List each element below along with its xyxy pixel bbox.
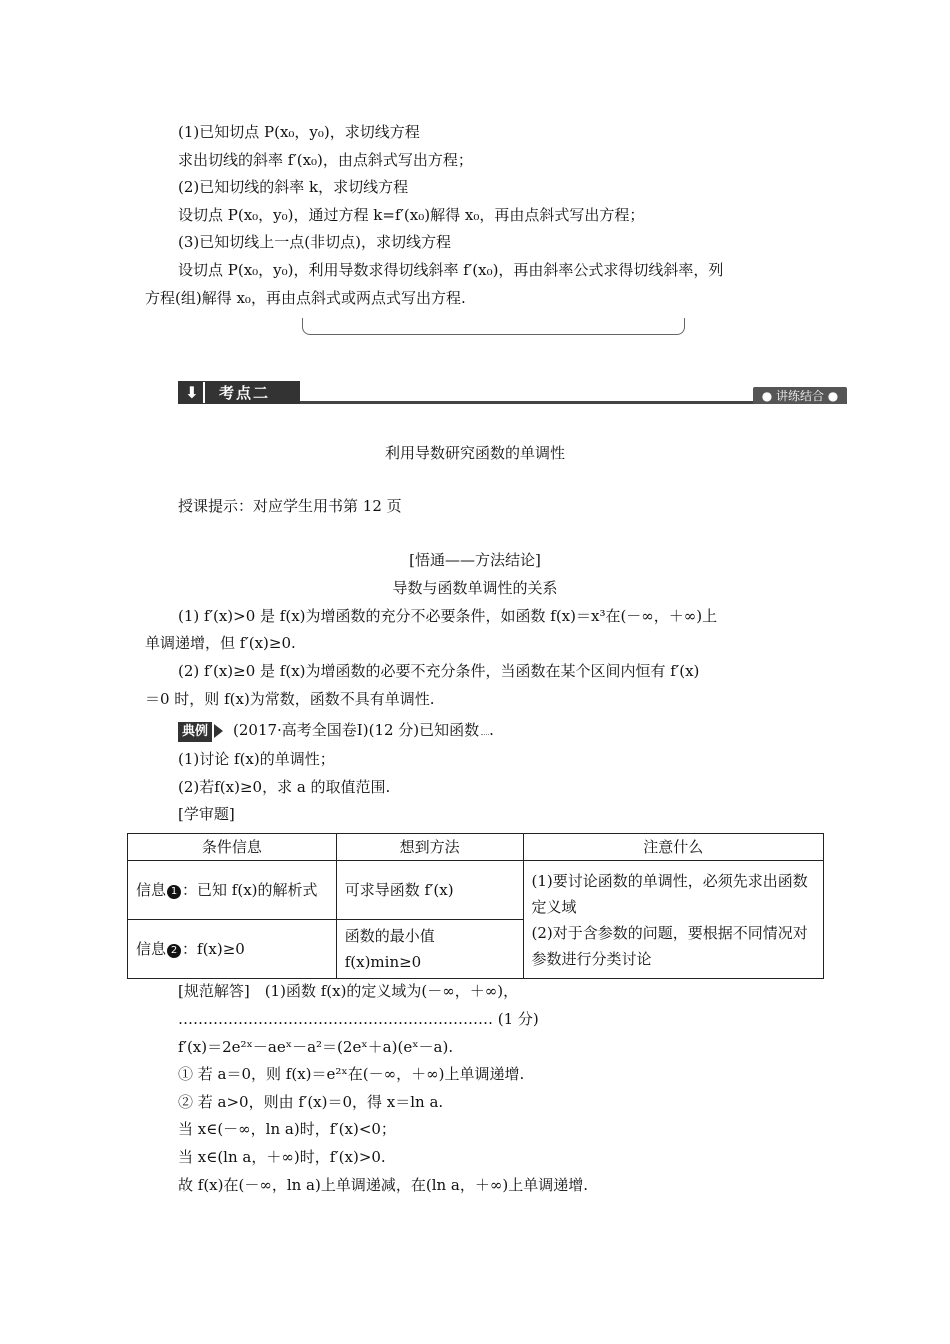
info-2-suffix: ：f(x)≥0 bbox=[182, 940, 245, 958]
solution-line-6: 当 x∈(－∞，ln a)时，f′(x)<0； bbox=[178, 1120, 396, 1138]
method-line-6: 设切点 P(x₀，y₀)，利用导数求得切线斜率 f′(x₀)，再由斜率公式求得切线斜率，列 bbox=[178, 261, 724, 279]
method-p1-line2: 单调递增，但 f′(x)≥0. bbox=[145, 634, 296, 652]
section-title: 考点二 bbox=[219, 384, 271, 402]
section-heading: 利用导数研究函数的单调性 bbox=[384, 444, 565, 462]
solution-line-1: [规范解答] (1)函数 f(x)的定义域为(－∞，＋∞)， bbox=[178, 982, 519, 1000]
method-p2-line1: (2) f′(x)≥0 是 f(x)为增函数的必要不充分条件，当函数在某个区间内恒有 f′(x) bbox=[178, 662, 700, 680]
analysis-table bbox=[127, 833, 824, 979]
table-row bbox=[128, 861, 824, 920]
info-1-suffix: ：已知 f(x)的解析式 bbox=[182, 881, 318, 899]
closing-bracket-divider bbox=[302, 318, 685, 335]
table-header: 条件信息 bbox=[128, 834, 337, 861]
down-arrow-icon: ⬇ bbox=[181, 382, 205, 403]
solution-line-8: 故 f(x)在(－∞，ln a)上单调递减，在(ln a，＋∞)上单调递增. bbox=[178, 1176, 588, 1194]
solution-line-3: f′(x)＝2e²ˣ－aeˣ－a²＝(2eˣ＋a)(eˣ－a). bbox=[178, 1038, 454, 1056]
question-2: (2)若f(x)≥0，求 a 的取值范围. bbox=[178, 778, 391, 796]
solution-line-7: 当 x∈(ln a，＋∞)时，f′(x)>0. bbox=[178, 1148, 386, 1166]
number-1-icon: 1 bbox=[167, 885, 181, 899]
table-header-row bbox=[128, 834, 824, 861]
review-label: [学审题] bbox=[178, 805, 235, 823]
method-subtitle: 导数与函数单调性的关系 bbox=[392, 579, 558, 597]
note-2: (2)对于含参数的问题，要根据不同情况对参数进行分类讨论 bbox=[531, 923, 808, 968]
formula-placeholder-icon bbox=[481, 724, 489, 735]
method-p1-line1: (1) f′(x)>0 是 f(x)为增函数的充分不必要条件，如函数 f(x)＝x³在(－∞，＋∞)上 bbox=[178, 607, 718, 625]
info-2-prefix: 信息 bbox=[136, 940, 167, 958]
method-bracket-title: [悟通——方法结论] bbox=[409, 551, 541, 569]
info-2-method-b: f(x)min≥0 bbox=[344, 953, 422, 971]
info-2-method-a: 函数的最小值 bbox=[344, 927, 435, 945]
solution-line-5: ② 若 a>0，则由 f′(x)＝0，得 x＝ln a. bbox=[178, 1093, 444, 1111]
note-1: (1)要讨论函数的单调性，必须先求出函数定义域 bbox=[531, 871, 808, 916]
solution-line-2: ……………………………………………………… (1 分) bbox=[178, 1010, 539, 1028]
method-line-3: (2)已知切线的斜率 k，求切线方程 bbox=[178, 178, 409, 196]
table-header: 注意什么 bbox=[523, 834, 824, 861]
table-header: 想到方法 bbox=[336, 834, 523, 861]
info-1-method: 可求导函数 f′(x) bbox=[336, 861, 523, 920]
lesson-hint: 授课提示：对应学生用书第 12 页 bbox=[178, 497, 402, 515]
notes-cell bbox=[523, 861, 824, 979]
example-source: (2017·高考全国卷Ⅰ)(12 分)已知函数 bbox=[233, 721, 480, 739]
number-2-icon: 2 bbox=[167, 944, 181, 958]
method-line-5: (3)已知切线上一点(非切点)，求切线方程 bbox=[178, 233, 451, 251]
method-line-7: 方程(组)解得 x₀，再由点斜式或两点式写出方程. bbox=[145, 289, 466, 307]
example-tag: 典例 bbox=[178, 722, 212, 742]
info-2-method-cell bbox=[336, 920, 523, 979]
method-p2-line2: ＝0 时，则 f(x)为常数，函数不具有单调性. bbox=[145, 690, 435, 708]
section-badge: ● 讲练结合 ● bbox=[753, 387, 847, 404]
section-header-bar bbox=[178, 381, 847, 406]
question-1: (1)讨论 f(x)的单调性； bbox=[178, 750, 335, 768]
method-line-2: 求出切线的斜率 f′(x₀)，由点斜式写出方程； bbox=[178, 151, 473, 169]
triangle-arrow-icon bbox=[214, 724, 223, 738]
solution-line-4: ① 若 a＝0，则 f(x)＝e²ˣ在(－∞，＋∞)上单调递增. bbox=[178, 1065, 525, 1083]
method-line-4: 设切点 P(x₀，y₀)，通过方程 k=f′(x₀)解得 x₀，再由点斜式写出方程； bbox=[178, 206, 645, 224]
info-2-cell bbox=[128, 920, 337, 979]
section-title-box bbox=[178, 381, 300, 404]
example-line: 典例 (2017·高考全国卷Ⅰ)(12 分)已知函数 . bbox=[178, 720, 494, 742]
info-1-cell bbox=[128, 861, 337, 920]
method-line-1: (1)已知切点 P(x₀，y₀)，求切线方程 bbox=[178, 123, 420, 141]
info-1-prefix: 信息 bbox=[136, 881, 167, 899]
